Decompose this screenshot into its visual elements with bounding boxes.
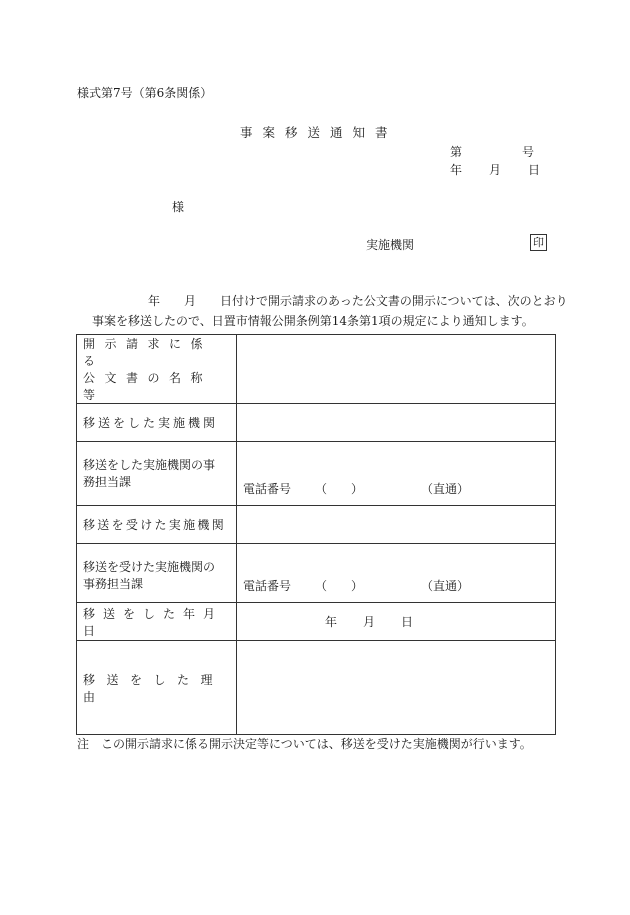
seal-mark: 印 <box>530 234 547 251</box>
phone-direct: （直通） <box>421 579 470 593</box>
body-text-line-1: 年 月 日付けで開示請求のあった公文書の開示については、次のとおり <box>148 294 568 308</box>
label-transferring-dept <box>77 442 237 506</box>
number-prefix: 第 <box>450 145 463 159</box>
label-line: 移送を受けた実施機関の <box>83 560 216 574</box>
value-document-name[interactable] <box>237 335 556 404</box>
table-row <box>77 544 556 603</box>
value-transfer-date[interactable] <box>237 603 556 641</box>
date-year: 年 <box>450 163 463 177</box>
value-transferring-dept[interactable] <box>237 442 556 506</box>
label-line: 事務担当課 <box>83 577 144 591</box>
transfer-day: 日 <box>401 615 414 629</box>
form-number: 様式第7号（第6条関係） <box>77 86 213 100</box>
value-transfer-reason[interactable] <box>237 641 556 735</box>
label-receiving-agency: 移送を受けた実施機関 <box>77 506 237 544</box>
number-suffix: 号 <box>522 145 535 159</box>
phone-area-code: （ ） <box>315 579 364 593</box>
body-text-line-2: 事案を移送したので、日置市情報公開条例第14条第1項の規定により通知します。 <box>92 314 534 328</box>
value-receiving-agency[interactable] <box>237 506 556 544</box>
date-day: 日 <box>528 163 541 177</box>
label-line: 移送をした実施機関の事 <box>83 458 216 472</box>
transfer-year: 年 <box>325 615 338 629</box>
phone-label: 電話番号 <box>243 482 292 496</box>
label-transfer-date: 移送をした年月日 <box>77 603 237 641</box>
label-transfer-reason: 移送をした理由 <box>77 641 237 735</box>
phone-line <box>243 577 469 594</box>
label-line <box>83 335 230 369</box>
table-row <box>77 335 556 404</box>
phone-direct: （直通） <box>421 482 470 496</box>
issue-date <box>450 161 540 178</box>
table-row <box>77 404 556 442</box>
transfer-details-table <box>76 334 556 735</box>
document-title: 事案移送通知書 <box>240 125 398 140</box>
phone-label: 電話番号 <box>243 579 292 593</box>
label-line <box>83 369 230 403</box>
date-month: 月 <box>489 163 502 177</box>
value-receiving-dept[interactable] <box>237 544 556 603</box>
label-char-group: 開示請求に係る <box>83 337 213 368</box>
addressee-suffix: 様 <box>172 200 185 214</box>
value-transferring-agency[interactable] <box>237 404 556 442</box>
table-row <box>77 442 556 506</box>
label-transferring-agency: 移送をした実施機関 <box>77 404 237 442</box>
label-receiving-dept <box>77 544 237 603</box>
issuer-label: 実施機関 <box>366 238 415 252</box>
phone-line <box>243 480 469 497</box>
table-row <box>77 641 556 735</box>
label-char-group: 公文書の名称等 <box>83 371 213 402</box>
table-row <box>77 506 556 544</box>
label-line: 務担当課 <box>83 475 132 489</box>
footnote: 注 この開示請求に係る開示決定等については、移送を受けた実施機関が行います。 <box>77 737 532 751</box>
transfer-month: 月 <box>363 615 376 629</box>
table-row <box>77 603 556 641</box>
phone-area-code: （ ） <box>315 482 364 496</box>
label-document-name <box>77 335 237 404</box>
